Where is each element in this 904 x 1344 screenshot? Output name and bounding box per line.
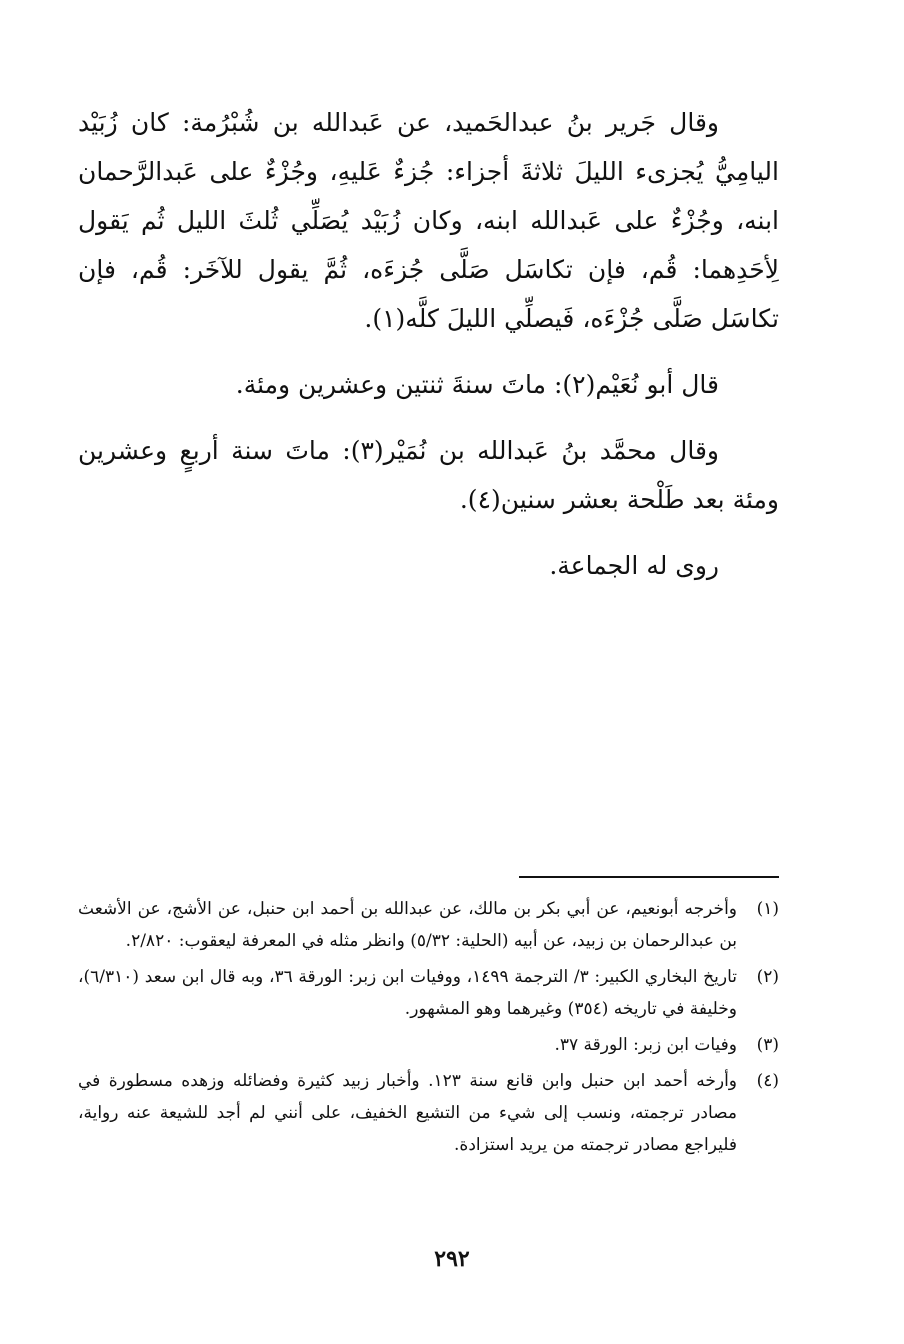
footnote-divider <box>519 876 779 878</box>
footnote-text: وفيات ابن زبر: الورقة ٣٧. <box>554 1035 737 1055</box>
paragraph-abu-nuaym: قال أبو نُعَيْم(٢): ماتَ سنةَ ثنتين وعشرين ومئة. <box>235 370 719 399</box>
page-number: ٢٩٢ <box>434 1246 470 1272</box>
paragraph-night-prayer: وقال جَرير بنُ عبدالحَميد، عن عَبدالله بن شُبْرُمة: كان زُبَيْد اليامِيُّ يُجزىء الليلَ ثلاثةَ أجزاء: جُزءٌ عَليهِ، وجُزْءٌ على عَبدالرَّحمان ابنه، وجُزْءٌ على عَبدالله ابنه، وكان زُبَيْد يُصَلِّي ثُلثَ الليل ثُم يَقول لِأحَدِهما: قُم، فإن تكاسَل صَلَّى جُزءَه، ثُمَّ يقول للآخَر: قُم، فإن تكاسَل صَلَّى جُزْءَه، فَيصلِّي الليلَ كلَّه(١). <box>78 108 779 333</box>
footnote-number: (٣) <box>756 1035 779 1055</box>
footnote-number: (١) <box>756 899 779 919</box>
footnote <box>78 961 779 1025</box>
footnote <box>78 1065 779 1161</box>
paragraph-ibn-numayr: وقال محمَّد بنُ عَبدالله بن نُمَيْر(٣): ماتَ سنة أربعٍ وعشرين ومئة بعد طَلْحة بعشر سنين(٤). <box>78 436 779 514</box>
paragraph-narrators: روى له الجماعة. <box>549 551 719 580</box>
footnote-number: (٤) <box>756 1071 779 1091</box>
main-text <box>78 98 779 590</box>
footnote-text: وأخرجه أبونعيم، عن أبي بكر بن مالك، عن عبدالله بن أحمد ابن حنبل، عن الأشج، عن الأشعث بن عبدالرحمان بن زبيد، عن أبيه (الحلية: ٥/٣٢) وانظر مثله في المعرفة ليعقوب: ٢/٨٢٠. <box>78 899 737 951</box>
footnote-text: تاريخ البخاري الكبير: ٣/ الترجمة ١٤٩٩، ووفيات ابن زبر: الورقة ٣٦، وبه قال ابن سعد (٦/٣١٠)، وخليفة في تاريخه (٣٥٤) وغيرهما وهو المشهور. <box>78 967 737 1019</box>
footnote <box>78 1029 779 1061</box>
footnote <box>78 893 779 957</box>
footnote-text: وأرخه أحمد ابن حنبل وابن قانع سنة ١٢٣. وأخبار زبيد كثيرة وفضائله وزهده مسطورة في مصادر ترجمته، ونسب إلى شيء من التشيع الخفيف، على أنني لم أجد للشيعة عنه رواية، فليراجع مصادر ترجمته من يريد استزادة. <box>78 1071 738 1155</box>
footnotes <box>78 893 779 1165</box>
footnote-number: (٢) <box>756 967 779 987</box>
